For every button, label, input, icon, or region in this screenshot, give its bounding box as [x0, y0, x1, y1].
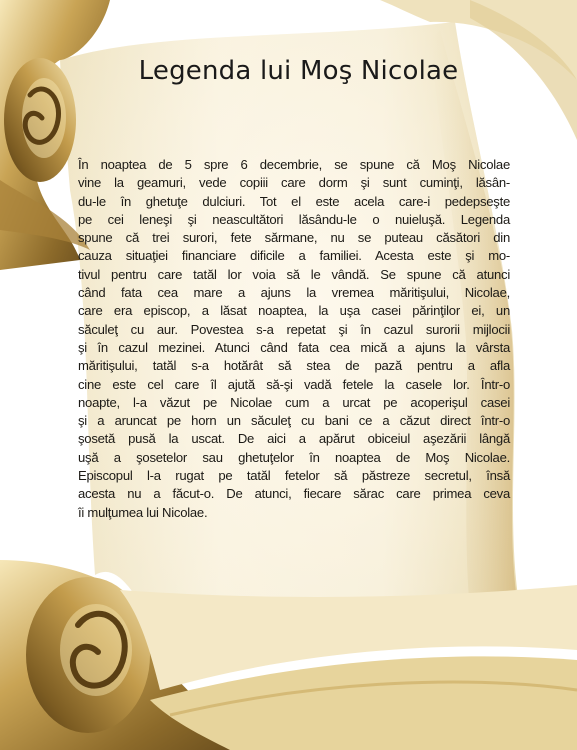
- legend-text-line: măritişului, tatăl s-a hotărât să stea de pază pentru a afla: [78, 358, 510, 374]
- document-title: Legenda lui Moş Nicolae: [138, 56, 459, 86]
- legend-text-line: tivul pentru care tatăl lor voia să le vândă. Se spune că atunci: [78, 266, 510, 282]
- legend-text-line: du-le în ghetuţe dulciuri. Tot el este acela care-i pedepseşte: [78, 193, 510, 209]
- legend-text-line: pe cei leneşi şi neascultători lăsându-le o nuieluşă. Legenda: [78, 211, 510, 227]
- legend-text-line: şi a aruncat pe horn un săculeţ cu bani ce a căzut direct într-o: [78, 413, 510, 429]
- legend-text-line: cauza situaţiei financiare dificile a familiei. Acesta este şi mo-: [78, 248, 510, 264]
- legend-text-line: noapte, l-a văzut pe Nicolae cum a urcat pe acoperişul casei: [78, 394, 510, 410]
- legend-text-line: spune că trei surori, fete sărmane, nu se puteau căsători din: [78, 230, 510, 246]
- legend-text-line: şosetă pusă la uscat. De aici a apărut obiceiul aşezării lângă: [78, 431, 510, 447]
- legend-text-line: vine la geamuri, vede copiii care dorm şi sunt cuminţi, lăsân-: [78, 175, 510, 191]
- legend-text-line: îi mulţumea lui Nicolae.: [78, 504, 208, 520]
- legend-text-line: Episcopul l-a rugat pe tatăl fetelor să păstreze secretul, însă: [78, 468, 510, 484]
- legend-text: [78, 156, 510, 522]
- legend-text-line: uşă a şosetelor sau ghetuţelor în noaptea de Moş Nicolae.: [78, 449, 510, 465]
- legend-text-line: care era episcop, a lăsat noaptea, la uşa casei părinţilor ei, un: [78, 303, 510, 319]
- legend-text-line: cine este cel care îl ajută să-şi vadă fetele la casele lor. Într-o: [78, 376, 510, 392]
- legend-text-line: şi în cazul mezinei. Atunci când fata cea mică a ajuns la vârsta: [78, 339, 510, 355]
- legend-text-line: săculeţ cu aur. Povestea s-a repetat şi în cazul surorii mijlocii: [78, 321, 510, 337]
- legend-text-line: În noaptea de 5 spre 6 decembrie, se spune că Moş Nicolae: [78, 157, 510, 172]
- legend-text-line: când fata cea mare a ajuns la vremea măritişului, Nicolae,: [78, 285, 510, 301]
- legend-text-line: acesta nu a făcut-o. De atunci, fiecare sărac care primea ceva: [78, 486, 510, 502]
